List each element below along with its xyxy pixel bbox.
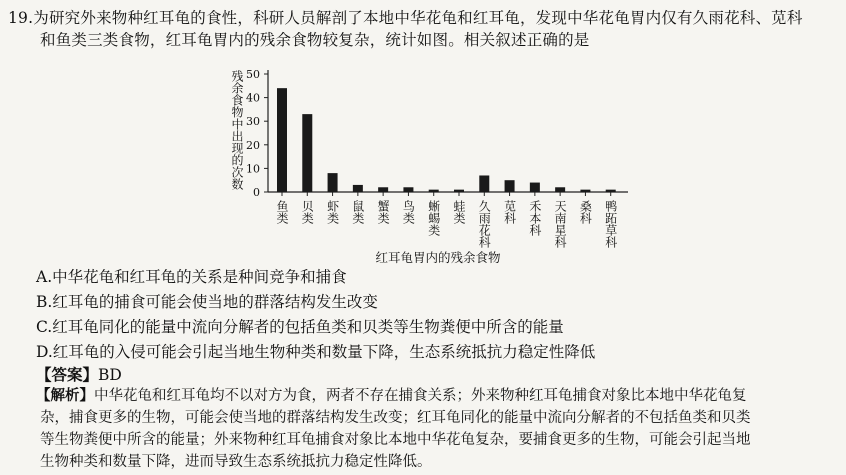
x-tick-label: 久雨花科 xyxy=(477,200,492,248)
x-tick-label: 蛙类 xyxy=(452,200,466,224)
bar xyxy=(580,190,590,192)
question-number: 19. xyxy=(8,9,34,27)
question-stem-text-1: 为研究外来物种红耳龟的食性，科研人员解剖了本地中华花龟和红耳龟，发现中华花龟胃内仅有久雨花科、苋科 xyxy=(33,9,803,27)
x-tick-label: 桑科 xyxy=(578,200,593,224)
bar xyxy=(606,190,616,192)
bar xyxy=(277,88,287,192)
x-tick-label: 天南星科 xyxy=(553,200,568,248)
analysis-text-4: 生物种类和数量下降，进而导致生态系统抵抗力稳定性降低。 xyxy=(40,454,432,470)
bar xyxy=(403,187,413,192)
answer-value: BD xyxy=(98,366,122,384)
analysis-text-3: 等生物粪便中所含的能量；外来物种红耳龟捕食对象比本地中华花龟复杂，要捕食更多的生物，可能会引起当地 xyxy=(40,432,751,448)
answer-line xyxy=(36,365,122,385)
option-b: B.红耳龟的捕食可能会使当地的群落结构发生改变 xyxy=(36,293,378,311)
bar xyxy=(454,190,464,192)
bar xyxy=(479,175,489,192)
x-tick-label: 蟹类 xyxy=(376,200,391,224)
y-tick-label: 50 xyxy=(246,68,260,81)
x-tick-label: 虾类 xyxy=(325,200,340,224)
bar xyxy=(429,190,439,192)
analysis-text-2: 杂，捕食更多的生物，可能会使当地的群落结构发生改变；红耳龟同化的能量中流向分解者的不包括鱼类和贝类 xyxy=(40,410,751,426)
y-axis-label: 残余食物中出现的次数 xyxy=(230,70,244,190)
y-tick-label: 10 xyxy=(246,162,260,176)
x-tick-label: 苋科 xyxy=(502,200,517,224)
x-tick-label: 鸭跖草科 xyxy=(603,200,618,248)
x-tick-label: 鱼类 xyxy=(275,200,289,224)
analysis-text-1: 中华花龟和红耳龟均不以对方为食，两者不存在捕食关系；外来物种红耳龟捕食对象比本地中华花龟复 xyxy=(94,388,747,404)
bar xyxy=(530,183,540,192)
analysis-label: 【解析】 xyxy=(36,387,94,404)
option-c: C.红耳龟同化的能量中流向分解者的包括鱼类和贝类等生物粪便中所含的能量 xyxy=(36,318,564,336)
x-tick-label: 贝类 xyxy=(300,200,315,224)
bar xyxy=(302,114,312,192)
x-tick-label: 禾本科 xyxy=(527,200,542,236)
option-d: D.红耳龟的入侵可能会引起当地生物种类和数量下降，生态系统抵抗力稳定性降低 xyxy=(36,343,596,361)
x-tick-label: 鸟类 xyxy=(401,200,416,224)
analysis-line-1 xyxy=(36,386,747,406)
y-tick-label: 20 xyxy=(246,138,260,152)
bar xyxy=(505,180,515,192)
y-tick-label: 40 xyxy=(246,91,260,105)
question-stem-line-2: 和鱼类三类食物，红耳龟胃内的残余食物较复杂，统计如图。相关叙述正确的是 xyxy=(40,31,590,49)
y-tick-label: 0 xyxy=(253,186,260,199)
bar xyxy=(353,185,363,192)
option-a: A.中华花龟和红耳龟的关系是种间竞争和捕食 xyxy=(36,268,347,286)
answer-label: 【答案】 xyxy=(36,365,99,384)
bar xyxy=(555,187,565,192)
x-tick-label: 蜥蜴类 xyxy=(426,200,441,236)
bar xyxy=(328,173,338,192)
x-axis-label: 红耳龟胃内的残余食物 xyxy=(375,250,501,265)
y-tick-label: 30 xyxy=(246,115,260,129)
bar xyxy=(378,187,388,192)
x-tick-label: 鼠类 xyxy=(350,200,365,224)
